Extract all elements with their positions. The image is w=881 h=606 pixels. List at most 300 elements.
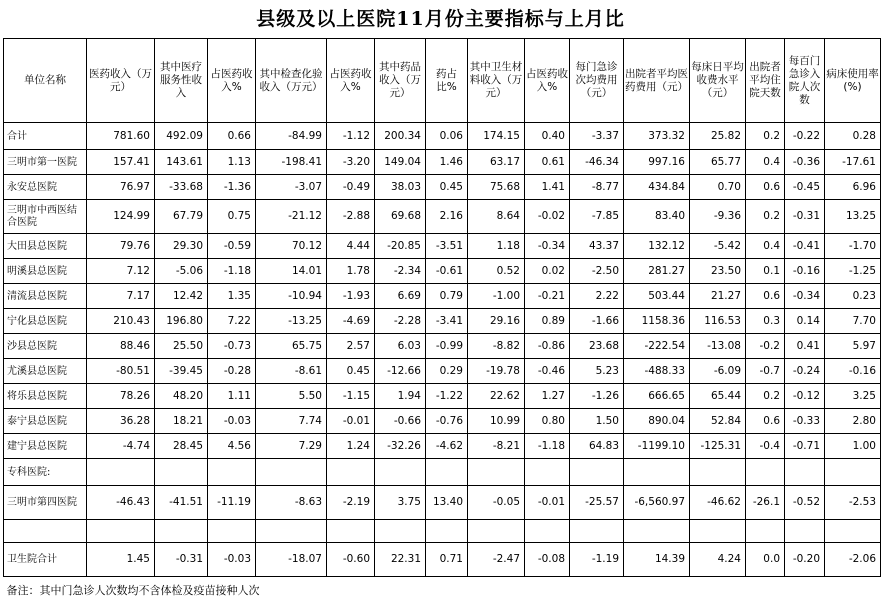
table-cell: 25.50 [155,334,208,359]
table-cell: -6.09 [690,359,746,384]
table-cell: 0.61 [525,150,570,175]
table-row [4,434,881,459]
table-cell: -26.1 [746,486,785,520]
empty-cell [426,520,468,543]
table-cell: 8.64 [468,200,525,234]
table-cell: -12.66 [375,359,426,384]
table-row [4,200,881,234]
empty-cell [525,520,570,543]
table-cell: 2.80 [825,409,881,434]
empty-cell [690,520,746,543]
table-cell: -222.54 [624,334,690,359]
table-cell: 25.82 [690,123,746,150]
table-cell: 0.6 [746,409,785,434]
table-cell: -0.36 [785,150,825,175]
table-cell: -2.50 [570,259,624,284]
table-cell: -0.16 [825,359,881,384]
table-cell: 21.27 [690,284,746,309]
table-cell: -17.61 [825,150,881,175]
table-cell: 48.20 [155,384,208,409]
table-cell: 0.45 [426,175,468,200]
empty-cell [624,459,690,486]
table-cell: 63.17 [468,150,525,175]
table-cell: -5.06 [155,259,208,284]
table-cell: 22.62 [468,384,525,409]
table-row [4,259,881,284]
table-cell: 6.96 [825,175,881,200]
table-cell: -6,560.97 [624,486,690,520]
table-cell: -32.26 [375,434,426,459]
table-cell: 149.04 [375,150,426,175]
table-cell: 0.79 [426,284,468,309]
unit-name: 建宁县总医院 [4,434,87,459]
table-cell: 5.50 [256,384,327,409]
table-cell: -0.02 [525,200,570,234]
empty-cell [208,520,256,543]
table-cell: -19.78 [468,359,525,384]
unit-name: 泰宁县总医院 [4,409,87,434]
table-cell: -13.08 [690,334,746,359]
note-row [4,577,881,605]
empty-cell [825,520,881,543]
table-cell: 116.53 [690,309,746,334]
table-cell: 1.24 [327,434,375,459]
table-cell: -0.60 [327,543,375,577]
table-cell: -1.93 [327,284,375,309]
table-cell: -0.01 [327,409,375,434]
empty-cell [375,520,426,543]
table-cell: -8.21 [468,434,525,459]
empty-cell [785,459,825,486]
table-cell: -0.01 [525,486,570,520]
column-header: 其中医疗服务性收入 [155,39,208,123]
table-cell: -0.16 [785,259,825,284]
table-cell: -46.62 [690,486,746,520]
table-cell: -0.4 [746,434,785,459]
column-header: 出院者平均住院天数 [746,39,785,123]
table-cell: 79.76 [87,234,155,259]
footnote: 备注：其中门急诊人次数均不含体检及疫苗接种人次 [4,577,881,605]
table-cell: -1.19 [570,543,624,577]
empty-cell [155,459,208,486]
table-cell: 997.16 [624,150,690,175]
table-cell: 0.41 [785,334,825,359]
table-cell: -8.63 [256,486,327,520]
table-cell: 666.65 [624,384,690,409]
table-cell: -1.26 [570,384,624,409]
column-header: 出院者平均医药费用（元） [624,39,690,123]
empty-cell [570,520,624,543]
table-cell: 1.94 [375,384,426,409]
column-header: 药占比% [426,39,468,123]
table-cell: -1.15 [327,384,375,409]
table-cell: 196.80 [155,309,208,334]
table-cell: -41.51 [155,486,208,520]
table-cell: 29.30 [155,234,208,259]
table-cell: -46.34 [570,150,624,175]
table-cell: -2.28 [375,309,426,334]
table-cell: 0.80 [525,409,570,434]
table-cell: -0.71 [785,434,825,459]
table-cell: 2.57 [327,334,375,359]
table-cell: -1.22 [426,384,468,409]
column-header: 其中药品收入（万元） [375,39,426,123]
table-cell: -13.25 [256,309,327,334]
table-cell: -18.07 [256,543,327,577]
table-row [4,175,881,200]
table-cell: -1.00 [468,284,525,309]
table-cell: 4.44 [327,234,375,259]
column-header: 每床日平均收费水平（元） [690,39,746,123]
unit-name: 卫生院合计 [4,543,87,577]
table-cell: 434.84 [624,175,690,200]
table-cell: -0.31 [155,543,208,577]
column-header: 占医药收入% [208,39,256,123]
table-row [4,234,881,259]
table-cell: 0.29 [426,359,468,384]
table-cell: 13.40 [426,486,468,520]
table-cell: -1.25 [825,259,881,284]
table-cell: -33.68 [155,175,208,200]
table-cell: -1.18 [525,434,570,459]
table-cell: -2.88 [327,200,375,234]
column-header: 占医药收入% [525,39,570,123]
table-cell: -2.47 [468,543,525,577]
column-header: 医药收入（万元） [87,39,155,123]
table-cell: 83.40 [624,200,690,234]
column-header: 单位名称 [4,39,87,123]
table-cell: -488.33 [624,359,690,384]
table-cell: -0.28 [208,359,256,384]
empty-cell [87,459,155,486]
table-cell: -0.34 [525,234,570,259]
table-cell: -3.41 [426,309,468,334]
table-cell: 28.45 [155,434,208,459]
column-header: 其中检查化验收入（万元） [256,39,327,123]
table-cell: 1.11 [208,384,256,409]
table-cell: 1.41 [525,175,570,200]
table-cell: -0.86 [525,334,570,359]
empty-cell [87,520,155,543]
table-cell: 0.28 [825,123,881,150]
table-cell: 7.74 [256,409,327,434]
table-cell: 0.06 [426,123,468,150]
table-cell: 210.43 [87,309,155,334]
table-cell: 52.84 [690,409,746,434]
table-cell: -2.06 [825,543,881,577]
table-cell: -10.94 [256,284,327,309]
table-cell: -1.18 [208,259,256,284]
table-row [4,409,881,434]
table-cell: 0.1 [746,259,785,284]
table-cell: 7.22 [208,309,256,334]
empty-cell [468,459,525,486]
empty-cell [375,459,426,486]
table-cell: -80.51 [87,359,155,384]
header-row [4,39,881,123]
table-cell: -0.99 [426,334,468,359]
spacer-row [4,520,881,543]
table-row [4,359,881,384]
table-cell: 157.41 [87,150,155,175]
table-cell: 0.70 [690,175,746,200]
unit-name: 大田县总医院 [4,234,87,259]
table-cell: 78.26 [87,384,155,409]
table-cell: 1.78 [327,259,375,284]
empty-cell [256,459,327,486]
table-cell: 281.27 [624,259,690,284]
table-cell: 0.6 [746,175,785,200]
empty-cell [785,520,825,543]
table-cell: -0.34 [785,284,825,309]
unit-name: 明溪县总医院 [4,259,87,284]
specialty-section-label: 专科医院: [4,459,87,486]
table-cell: 0.89 [525,309,570,334]
table-cell: 0.40 [525,123,570,150]
table-cell: 7.17 [87,284,155,309]
table-row [4,384,881,409]
table-cell: -0.66 [375,409,426,434]
unit-name: 三明市中西医结合医院 [4,200,87,234]
table-cell: 5.97 [825,334,881,359]
empty-cell [746,459,785,486]
table-cell: -0.46 [525,359,570,384]
table-cell: 0.66 [208,123,256,150]
unit-name: 将乐县总医院 [4,384,87,409]
unit-name: 沙县总医院 [4,334,87,359]
table-cell: 0.23 [825,284,881,309]
table-cell: -8.61 [256,359,327,384]
table-cell: 200.34 [375,123,426,150]
table-cell: -5.42 [690,234,746,259]
table-cell: -1.12 [327,123,375,150]
unit-name: 合计 [4,123,87,150]
table-cell: -0.49 [327,175,375,200]
table-cell: 7.29 [256,434,327,459]
table-cell: 70.12 [256,234,327,259]
table-cell: -3.51 [426,234,468,259]
table-cell: 69.68 [375,200,426,234]
empty-cell [256,520,327,543]
table-row [4,309,881,334]
table-cell: 64.83 [570,434,624,459]
table-cell: 1.00 [825,434,881,459]
table-cell: 23.50 [690,259,746,284]
table-cell: -0.03 [208,543,256,577]
section-label-row [4,459,881,486]
table-cell: -25.57 [570,486,624,520]
indicator-table [3,38,881,604]
table-cell: 0.45 [327,359,375,384]
table-cell: -4.62 [426,434,468,459]
empty-cell [327,520,375,543]
table-cell: 7.70 [825,309,881,334]
table-cell: -0.22 [785,123,825,150]
table-cell: 7.12 [87,259,155,284]
table-cell: -0.21 [525,284,570,309]
table-cell: -2.34 [375,259,426,284]
table-cell: 14.39 [624,543,690,577]
table-cell: 1.46 [426,150,468,175]
table-cell: 0.14 [785,309,825,334]
table-cell: 0.3 [746,309,785,334]
table-cell: -7.85 [570,200,624,234]
table-cell: -84.99 [256,123,327,150]
table-cell: 3.75 [375,486,426,520]
table-cell: -0.33 [785,409,825,434]
unit-name: 尤溪县总医院 [4,359,87,384]
table-row [4,486,881,520]
empty-cell [525,459,570,486]
table-cell: 4.56 [208,434,256,459]
table-cell: 0.02 [525,259,570,284]
unit-name: 三明市第一医院 [4,150,87,175]
table-cell: 36.28 [87,409,155,434]
unit-name: 三明市第四医院 [4,486,87,520]
table-cell: -0.59 [208,234,256,259]
table-cell: -0.7 [746,359,785,384]
table-cell: -0.61 [426,259,468,284]
empty-cell [208,459,256,486]
table-cell: -39.45 [155,359,208,384]
table-cell: 65.77 [690,150,746,175]
table-cell: 1.35 [208,284,256,309]
table-cell: -0.73 [208,334,256,359]
table-cell: 132.12 [624,234,690,259]
unit-name: 永安总医院 [4,175,87,200]
unit-name: 清流县总医院 [4,284,87,309]
empty-cell [690,459,746,486]
table-cell: 0.4 [746,234,785,259]
table-cell: 0.0 [746,543,785,577]
table-cell: -0.52 [785,486,825,520]
empty-cell [155,520,208,543]
table-cell: -46.43 [87,486,155,520]
table-cell: -0.45 [785,175,825,200]
table-cell: 6.03 [375,334,426,359]
table-cell: 5.23 [570,359,624,384]
table-cell: 3.25 [825,384,881,409]
table-cell: 1.50 [570,409,624,434]
table-cell: -1.36 [208,175,256,200]
table-cell: 18.21 [155,409,208,434]
table-cell: 13.25 [825,200,881,234]
table-cell: -3.20 [327,150,375,175]
table-row [4,150,881,175]
table-cell: 0.2 [746,200,785,234]
empty-cell [327,459,375,486]
table-cell: -0.2 [746,334,785,359]
page-title: 县级及以上医院11月份主要指标与上月比 [256,8,625,30]
table-cell: -21.12 [256,200,327,234]
table-cell: 1.45 [87,543,155,577]
table-cell: 174.15 [468,123,525,150]
empty-cell [746,520,785,543]
table-cell: -0.20 [785,543,825,577]
table-cell: 0.71 [426,543,468,577]
table-cell: 88.46 [87,334,155,359]
table-cell: -0.24 [785,359,825,384]
table-cell: -125.31 [690,434,746,459]
table-cell: -198.41 [256,150,327,175]
table-cell: 67.79 [155,200,208,234]
table-cell: 781.60 [87,123,155,150]
empty-cell [624,520,690,543]
table-cell: -0.05 [468,486,525,520]
table-cell: 43.37 [570,234,624,259]
table-cell: -1199.10 [624,434,690,459]
table-cell: -20.85 [375,234,426,259]
table-cell: -8.77 [570,175,624,200]
table-cell: 0.75 [208,200,256,234]
table-cell: -3.07 [256,175,327,200]
table-cell: 10.99 [468,409,525,434]
table-cell: 1.27 [525,384,570,409]
table-cell: -1.66 [570,309,624,334]
table-cell: 75.68 [468,175,525,200]
table-cell: -0.08 [525,543,570,577]
table-cell: 492.09 [155,123,208,150]
table-cell: -0.12 [785,384,825,409]
table-cell: 1158.36 [624,309,690,334]
table-cell: -3.37 [570,123,624,150]
table-cell: 23.68 [570,334,624,359]
table-cell: 12.42 [155,284,208,309]
table-row [4,543,881,577]
table-cell: 1.18 [468,234,525,259]
table-cell: 22.31 [375,543,426,577]
table-cell: 29.16 [468,309,525,334]
table-cell: 1.13 [208,150,256,175]
table-cell: 0.6 [746,284,785,309]
table-cell: 14.01 [256,259,327,284]
empty-cell [825,459,881,486]
empty-cell [426,459,468,486]
table-cell: 124.99 [87,200,155,234]
table-cell: -2.53 [825,486,881,520]
table-cell: 503.44 [624,284,690,309]
empty-cell [468,520,525,543]
table-cell: 4.24 [690,543,746,577]
table-cell: -0.03 [208,409,256,434]
table-cell: 76.97 [87,175,155,200]
table-cell: -0.31 [785,200,825,234]
table-cell: 0.2 [746,384,785,409]
table-cell: 0.2 [746,123,785,150]
empty-cell [4,520,87,543]
column-header: 每门急诊次均费用（元） [570,39,624,123]
table-cell: -4.69 [327,309,375,334]
table-cell: 38.03 [375,175,426,200]
table-cell: 373.32 [624,123,690,150]
table-cell: -0.41 [785,234,825,259]
table-cell: -1.70 [825,234,881,259]
empty-cell [570,459,624,486]
table-cell: -8.82 [468,334,525,359]
table-cell: 65.75 [256,334,327,359]
table-cell: -4.74 [87,434,155,459]
column-header: 其中卫生材料收入（万元） [468,39,525,123]
table-cell: 2.16 [426,200,468,234]
table-cell: -0.76 [426,409,468,434]
table-cell: 65.44 [690,384,746,409]
table-row [4,334,881,359]
column-header: 每百门急诊入院人次数 [785,39,825,123]
table-cell: 143.61 [155,150,208,175]
table-row [4,284,881,309]
table-cell: -9.36 [690,200,746,234]
table-cell: -11.19 [208,486,256,520]
